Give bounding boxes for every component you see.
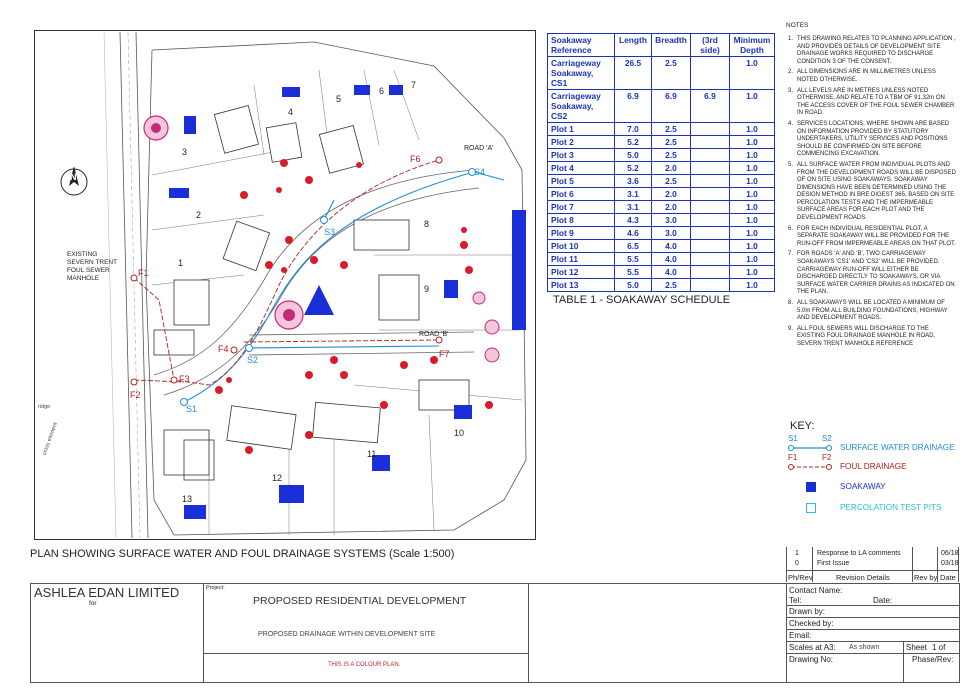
col-breadth: Breadth — [652, 34, 691, 57]
side-label: ridge — [38, 404, 51, 410]
soakaway-cell-breadth: 2.5 — [652, 136, 691, 149]
soakaway-cell-breadth: 3.0 — [652, 214, 691, 227]
note-item: 3. ALL LEVELS ARE IN METRES UNLESS NOTED OTHERWISE, AND RELATE TO A TBM OF 91.32m ON THE ACCESS COVER OF THE FOUL SEWER CHAMBER IN ROAD. — [788, 87, 955, 117]
soakaway-row — [548, 188, 775, 201]
soakaway-cell-depth: 1.0 — [730, 201, 775, 214]
soakaway-row — [548, 214, 775, 227]
soakaway-cell-ref: Carriageway Soakaway, CS2 — [548, 90, 615, 123]
soakaway-cell-third — [691, 214, 730, 227]
drawing-title: PROPOSED DRAINAGE WITHIN DEVELOPMENT SITE — [258, 631, 436, 638]
soakaway-cell-ref: Plot 11 — [548, 253, 615, 266]
soakaway-cell-third — [691, 227, 730, 240]
foul-node-label: F7 — [439, 349, 450, 359]
rev-header-details: Revision Details — [836, 573, 890, 582]
soakaway-cell-breadth: 2.5 — [652, 149, 691, 162]
soakaway-cell-breadth: 2.5 — [652, 123, 691, 136]
col-reference: Soakaway Reference — [548, 34, 615, 57]
soakaway-cell-depth: 1.0 — [730, 136, 775, 149]
key-percolation: PERCOLATION TEST PITS — [788, 501, 963, 517]
foul-node-label: F3 — [179, 374, 190, 384]
checked-by-label: Checked by: — [789, 619, 834, 628]
soakaway-cell-depth: 1.0 — [730, 90, 775, 123]
soakaway-swatch-icon — [806, 482, 816, 492]
company-for: for — [89, 600, 97, 607]
key-title: KEY: — [790, 420, 815, 432]
soakaway-cell-breadth: 4.0 — [652, 266, 691, 279]
soakaway-cell-length: 6.9 — [615, 90, 652, 123]
soakaway-cell-breadth: 2.5 — [652, 57, 691, 90]
note-item: 1. THIS DRAWING RELATES TO PLANNING APPLICATION , AND PROVIDES DETAILS OF DEVELOPMENT SITE DRAINAGE WORKS REQUIRED TO DISCHARGE CONDITION 3 OF THE CONSENT. — [788, 36, 956, 65]
soakaway-cell-third — [691, 201, 730, 214]
surface-node-label: S3 — [324, 227, 336, 237]
soakaway-cell-length: 3.1 — [615, 188, 652, 201]
soakaway-row — [548, 136, 775, 149]
soakaway-row — [548, 240, 775, 253]
soakaway-cell-length: 3.1 — [615, 201, 652, 214]
soakaway-cell-depth: 1.0 — [730, 188, 775, 201]
soakaway-cell-ref: Plot 10 — [548, 240, 615, 253]
soakaway-cell-length: 4.3 — [615, 214, 652, 227]
soakaway-cell-breadth: 4.0 — [652, 253, 691, 266]
soakaway-cell-ref: Plot 9 — [548, 227, 615, 240]
soakaway-cell-third — [691, 279, 730, 292]
soakaway-row — [548, 279, 775, 292]
soakaway-cell-ref: Plot 6 — [548, 188, 615, 201]
foul-node-label: F6 — [410, 154, 421, 164]
soakaway-cell-breadth: 3.0 — [652, 227, 691, 240]
col-length: Length — [615, 34, 652, 57]
project-title: PROPOSED RESIDENTIAL DEVELOPMENT — [253, 595, 467, 607]
note-item: 9. ALL FOUL SEWERS WILL DISCHARGE TO THE EXISTING FOUL DRAINAGE MANHOLE IN ROAD, SEVERN TRENT MANHOLE REFERENCE — [788, 325, 936, 347]
soakaway-cell-depth: 1.0 — [730, 175, 775, 188]
key-surface-label: SURFACE WATER DRAINAGE — [840, 443, 955, 452]
rev-number: 1 — [795, 550, 799, 557]
plot-label: 8 — [424, 219, 430, 229]
colour-plan-note: THIS IS A COLOUR PLAN. — [328, 662, 401, 668]
soakaway-cell-length: 5.5 — [615, 266, 652, 279]
key-foul-label: FOUL DRAINAGE — [840, 462, 907, 471]
note-item: 4. SERVICES LOCATIONS, WHERE SHOWN ARE BASED ON INFORMATION PROVIDED BY STATUTORY UNDERTAKERS. UTILITY SERVICES AND POSITIONS SHOULD BE CONFIRMED ON SITE BEFORE COMMENCING EXCAVATION. — [788, 120, 950, 158]
soakaway-cell-depth: 1.0 — [730, 240, 775, 253]
soakaway-cell-third — [691, 57, 730, 90]
notes-heading: NOTES — [786, 22, 809, 29]
soakaway-cell-depth: 1.0 — [730, 149, 775, 162]
soakaway-cell-ref: Plot 2 — [548, 136, 615, 149]
soakaway-cell-third — [691, 149, 730, 162]
email-label: Email: — [789, 631, 812, 640]
notes-list — [788, 36, 958, 352]
soakaway-row — [548, 57, 775, 90]
note-item: 7. FOR ROADS 'A' AND 'B', TWO CARRIAGEWAY SOAKAWAYS 'CS1' AND 'CS2' WILL BE PROVIDED. CARRIAGEWAY RUN-OFF WILL EITHER BE DISCHARGED DIRECTLY TO SOAKAWAYS, OR VIA SURFACE WATER CARRIER DRAINS AS INDICATED ON THE PLAN. — [788, 251, 955, 296]
soakaway-row — [548, 149, 775, 162]
soakaway-cell-third — [691, 266, 730, 279]
date-label: Date: — [873, 596, 893, 605]
soakaway-cell-ref: Plot 8 — [548, 214, 615, 227]
soakaway-cell-depth: 1.0 — [730, 214, 775, 227]
soakaway-cell-third — [691, 253, 730, 266]
company-name: ASHLEA EDAN LIMITED — [34, 585, 180, 600]
soakaway-cell-length: 4.6 — [615, 227, 652, 240]
soakaway-cell-length: 5.2 — [615, 162, 652, 175]
svg-text:N: N — [70, 172, 77, 182]
rev-number: 0 — [795, 560, 799, 567]
soakaway-cell-length: 7.0 — [615, 123, 652, 136]
soakaway-cell-ref: Plot 7 — [548, 201, 615, 214]
surface-node-label: S2 — [247, 355, 259, 365]
soakaway-cell-length: 5.0 — [615, 149, 652, 162]
plot-label: 1 — [178, 258, 184, 268]
soakaway-schedule-table — [547, 33, 775, 292]
soakaway-cell-ref: Plot 13 — [548, 279, 615, 292]
soakaway-cell-breadth: 2.0 — [652, 201, 691, 214]
rev-header-date: Date — [940, 573, 956, 582]
project-label: Project: — [206, 585, 225, 591]
soakaway-cell-ref: Plot 12 — [548, 266, 615, 279]
soakaway-cell-third — [691, 136, 730, 149]
foul-node-label: F4 — [218, 344, 229, 354]
soakaway-cell-depth: 1.0 — [730, 253, 775, 266]
soakaway-cell-depth: 1.0 — [730, 266, 775, 279]
rev-header-rev: Ph/Rev — [788, 573, 813, 582]
soakaway-row — [548, 123, 775, 136]
soakaway-cell-third — [691, 162, 730, 175]
table-caption: TABLE 1 - SOAKAWAY SCHEDULE — [553, 294, 731, 306]
road-a-label: ROAD 'A' — [464, 145, 494, 152]
foul-node-label: F1 — [138, 268, 149, 278]
percolation-pit-icon — [806, 503, 816, 513]
svg-text:MANHOLE: MANHOLE — [67, 275, 100, 282]
soakaway-cell-breadth: 4.0 — [652, 240, 691, 253]
rev-details: Response to LA comments — [817, 550, 901, 557]
soakaway-cell-breadth: 2.0 — [652, 162, 691, 175]
soakaway-cell-length: 26.5 — [615, 57, 652, 90]
plot-label: 3 — [182, 147, 188, 157]
note-item: 8. ALL SOAKAWAYS WILL BE LOCATED A MINIMUM OF 5.0m FROM ALL BUILDING FOUNDATIONS, HIGHWAY AND DEVELOPMENT ROADS. — [788, 300, 948, 322]
sheet-label: Sheet — [906, 643, 927, 652]
soakaway-row — [548, 175, 775, 188]
plot-label: 7 — [411, 80, 417, 90]
note-item: 6. FOR EACH INDIVIDUAL RESIDENTIAL PLOT, A SEPARATE SOAKAWAY WILL BE PROVIDED FOR THE RUN-OFF FROM IMPERMEABLE AREAS ON THAT PLOT. — [788, 225, 956, 247]
key-surface-water: S1 S2 SURFACE WATER DRAINAGE — [788, 434, 955, 452]
soakaway-cell-length: 6.5 — [615, 240, 652, 253]
soakaway-row — [548, 253, 775, 266]
soakaway-cell-breadth: 2.5 — [652, 175, 691, 188]
note-item: 2. ALL DIMENSIONS ARE IN MILLIMETRES UNLESS NOTED OTHERWISE. — [788, 69, 936, 83]
road-b-label: ROAD 'B' — [419, 331, 449, 338]
soakaway-cell-third — [691, 188, 730, 201]
plan-title: PLAN SHOWING SURFACE WATER AND FOUL DRAINAGE SYSTEMS (Scale 1:500) — [30, 548, 455, 560]
soakaway-row — [548, 227, 775, 240]
plot-label: 4 — [288, 107, 294, 117]
soakaway-cell-depth: 1.0 — [730, 227, 775, 240]
soakaway-cell-third — [691, 240, 730, 253]
plot-label: 9 — [424, 284, 430, 294]
phase-rev-label: Phase/Rev: — [912, 655, 954, 664]
soakaway-cell-breadth: 6.9 — [652, 90, 691, 123]
foul-node-label: F2 — [130, 390, 141, 400]
plot-label: 2 — [196, 210, 202, 220]
plot-label: 11 — [367, 449, 377, 459]
soakaway-row — [548, 162, 775, 175]
soakaway-cell-third — [691, 123, 730, 136]
soakaway-cell-depth: 1.0 — [730, 162, 775, 175]
soakaway-cell-breadth: 2.0 — [652, 188, 691, 201]
soakaway-cell-ref: Plot 3 — [548, 149, 615, 162]
note-item: 5. ALL SURFACE WATER FROM INDIVIDUAL PLOTS AND FROM THE DEVELOPMENT ROADS WILL BE DISPOSED OF ON SITE USING SOAKAWAYS. SOAKAWAY DIMENSIONS HAVE BEEN DETERMINED USING THE DESIGN METHOD IN BRE DIGEST 365, BASED ON SITE PERCOLATION TESTS AND THE IMPERMEABLE SURFACE AREAS FOR EACH PLOT AND THE DEVELOPMENT ROADS. — [788, 161, 956, 222]
soakaway-cell-length: 5.5 — [615, 253, 652, 266]
soakaway-cell-breadth: 2.5 — [652, 279, 691, 292]
soakaway-row — [548, 201, 775, 214]
contact-name-label: Contact Name: — [789, 586, 843, 595]
plot-label: 12 — [272, 473, 283, 483]
soakaway-cell-third — [691, 175, 730, 188]
drawing-no-label: Drawing No: — [789, 655, 834, 664]
soakaway-cell-ref: Plot 1 — [548, 123, 615, 136]
key-foul-drainage: F1 F2 FOUL DRAINAGE — [788, 453, 907, 471]
svg-text:FOUL SEWER: FOUL SEWER — [67, 267, 110, 274]
col-depth: Minimum Depth — [730, 34, 775, 57]
soakaway-cell-depth: 1.0 — [730, 279, 775, 292]
plot-label: 6 — [379, 86, 385, 96]
plot-label: 5 — [336, 94, 342, 104]
soakaway-cell-ref: Plot 5 — [548, 175, 615, 188]
surface-node-label: S4 — [474, 167, 486, 177]
plot-label: 10 — [454, 428, 465, 438]
soakaway-row — [548, 90, 775, 123]
soakaway-cell-ref: Plot 4 — [548, 162, 615, 175]
site-plan — [34, 30, 536, 540]
soakaway-cell-depth: 1.0 — [730, 57, 775, 90]
soakaway-cell-ref: Carriageway Soakaway, CS1 — [548, 57, 615, 90]
rev-details: First Issue — [817, 560, 850, 567]
drawn-by-label: Drawn by: — [789, 607, 826, 616]
soakaway-cell-third: 6.9 — [691, 90, 730, 123]
soakaway-cell-depth: 1.0 — [730, 123, 775, 136]
svg-text:SEVERN TRENT: SEVERN TRENT — [67, 259, 118, 266]
plot-label: 13 — [182, 494, 193, 504]
soakaway-cell-length: 5.2 — [615, 136, 652, 149]
surface-node-label: S1 — [186, 404, 198, 414]
soakaway-cell-length: 5.0 — [615, 279, 652, 292]
col-third: (3rd side) — [691, 34, 730, 57]
sheet-value: 1 of — [932, 643, 946, 652]
side-label: cross element — [41, 421, 59, 457]
scales-value: As shown — [849, 644, 880, 651]
rev-date: 06/18 — [941, 550, 959, 557]
rev-date: 03/18 — [941, 560, 959, 567]
soakaway-row — [548, 266, 775, 279]
key-soakaway: SOAKAWAY — [788, 480, 963, 496]
scales-label: Scales at A3: — [789, 643, 836, 652]
rev-header-by: Rev by — [914, 573, 938, 582]
tel-label: Tel: — [789, 596, 802, 605]
svg-text:EXISTING: EXISTING — [67, 251, 98, 258]
soakaway-cell-length: 3.6 — [615, 175, 652, 188]
